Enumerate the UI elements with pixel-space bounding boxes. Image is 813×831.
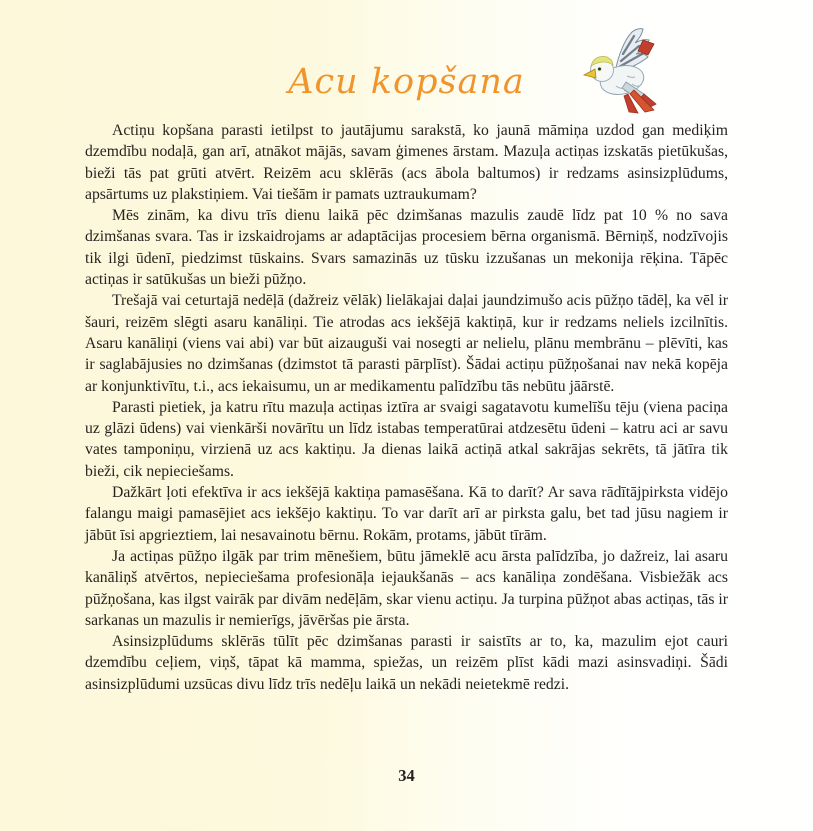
body-paragraph: Ja actiņas pūžņo ilgāk par trim mēnešiem, būtu jāmeklē acu ārsta palīdzība, jo dažreiz, lai asaru kanāliņš atvērtos, nepieciešama profesionāļa iejaukšanās – acs kanāliņa zondēšana. Visbiežāk acs pūžņošana, kas ilgst vairāk par divām nedēļām, skar vienu actiņu. Ja turpina pūžņot abas actiņas, tās ir sarkanas un mazulis ir nemierīgs, jāvēršas pie ārsta. bbox=[85, 547, 728, 629]
body-paragraph: Mēs zinām, ka divu trīs dienu laikā pēc dzimšanas mazulis zaudē līdz pat 10 % no sava dzimšanas svara. Tas ir izskaidrojams ar adaptācijas procesiem bērna organismā. Bērniņš, nodzīvojis tik ilgi ūdenī, piedzimst tūskains. Svars samazinās uz tūsku izzušanas un mekonija rēķina. Tāpēc actiņas ir satūkušas un bieži pūžņo. bbox=[85, 207, 728, 289]
body-text bbox=[85, 120, 728, 695]
flying-bird-illustration bbox=[582, 24, 672, 116]
chapter-title: Acu kopšana bbox=[288, 62, 525, 102]
body-paragraph: Parasti pietiek, ja katru rītu mazuļa actiņas iztīra ar svaigi sagatavotu kumelīšu tēju (viena paciņa uz glāzi ūdens) vai vienkārši novārītu un līdz istabas temperatūrai atdzesētu ūdeni – katru aci ar savu vates tamponiņu, virzienā uz acs kaktiņu. Ja dienas laikā actiņā atkal sakrājas sekrēts, tā jātīra tik bieži, cik nepieciešams. bbox=[85, 398, 728, 480]
bird-beak bbox=[584, 69, 596, 78]
body-paragraph: Asinsizplūdums sklērās tūlīt pēc dzimšanas parasti ir saistīts ar to, ka, mazulim ejot cauri dzemdību ceļiem, viņš, tāpat kā mamma, spiežas, un reizēm plīst kādi mazi asinsvadiņi. Šādi asinsizplūdumi uzsūcas divu līdz trīs nedēļu laikā un nekādi neietekmē redzi. bbox=[85, 633, 728, 693]
body-paragraph: Trešajā vai ceturtajā nedēļā (dažreiz vēlāk) lielākajai daļai jaundzimušo acis pūžņo tādēļ, ka vēl ir šauri, reizēm slēgti asaru kanāliņi. Tie atrodas acs iekšējā kaktiņā, kur ir redzams neliels izcilnītis. Asaru kanāliņi (viens vai abi) var būt aizauguši vai nosegti ar nelielu, plānu membrānu – plēvīti, kas ir saglabājusies no dzimšanas (dzimstot tā parasti pārplīst). Šādai actiņu pūžņošanai nav nekā kopēja ar konjunktivītu, t.i., acs iekaisumu, un ar medikamentu palīdzību tās nebūtu jāārstē. bbox=[85, 292, 728, 395]
body-paragraph: Actiņu kopšana parasti ietilpst to jautājumu sarakstā, ko jaunā māmiņa uzdod gan mediķim dzemdību nodaļā, gan arī, atnākot mājās, savam ģimenes ārstam. Mazuļa actiņas izskatās pietūkušas, bieži tās pat grūti atvērt. Reizēm acu sklērās (acs ābola baltumos) ir redzams asinsizplūdums, apsārtums uz plakstiņiem. Vai tiešām ir pamats uztraukumam? bbox=[85, 122, 728, 203]
page-number: 34 bbox=[398, 766, 415, 785]
body-paragraph: Dažkārt ļoti efektīva ir acs iekšējā kaktiņa pamasēšana. Kā to darīt? Ar sava rādītājpirksta vidējo falangu maigi pamasējiet acs iekšējo kaktiņu. To var darīt arī ar pirksta galu, bet tad jūsu nagiem ir jābūt īsi apgrieztiem, lai nesavainotu bērnu. Rokām, protams, jābūt tīrām. bbox=[85, 484, 728, 544]
